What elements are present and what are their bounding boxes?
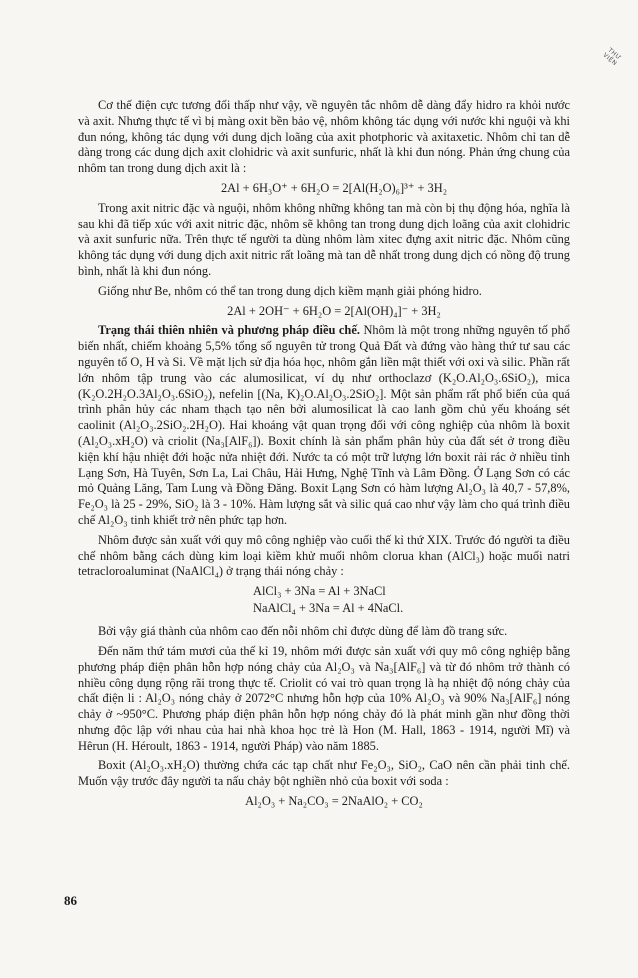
paragraph: Đến năm thứ tám mươi của thế kỉ 19, nhôm mới được sản xuất với quy mô công nghiệp bằng phương pháp điện phân hỗn hợp nóng chảy của Al₂O₃ và Na₃[AlF₆] và từ đó nhôm trở thành có nhiều công dụng rộng rãi trong thực tế. Criolit có vai trò quan trọng là hạ nhiệt độ nóng chảy của chất điện li : Al₂O₃ nóng chảy ở 2072°C nhưng hỗn hợp của 10% Al₂O₃ và 90% Na₃[AlF₆] nóng chảy ở ~950°C. Phương pháp điện phân hỗn hợp nóng chảy đó là phát minh gần như đồng thời nhưng độc lập với nhau của hai nhà khoa học trẻ là Hon (M. Hall, 1863 - 1914, người Mĩ) và Hêrun (H. Héroult, 1863 - 1914, người Pháp) vào năm 1885. bbox=[78, 643, 570, 753]
paragraph bbox=[78, 323, 570, 528]
equation: Al₂O₃ + Na₂CO₃ = 2NaAlO₂ + CO₂ bbox=[245, 794, 423, 809]
paragraph: Boxit (Al₂O₃.xH₂O) thường chứa các tạp chất như Fe₂O₃, SiO₂, CaO nên cần phải tinh chế. Muốn vậy trước đây người ta nấu chảy bột nghiền nhỏ của boxit với soda : bbox=[78, 758, 570, 789]
page-body bbox=[78, 98, 570, 814]
equation: 2Al + 6H₃O⁺ + 6H₂O = 2[Al(H₂O)₆]³⁺ + 3H₂ bbox=[220, 180, 448, 195]
page-number: 86 bbox=[64, 893, 77, 908]
library-stamp: THƯ VIỆN bbox=[601, 46, 623, 68]
paragraph: Trong axit nitric đặc và nguội, nhôm không những không tan mà còn bị thụ động hóa, nghĩa là sau khi đã tiếp xúc với axit nitric đặc, nhôm sẽ không tan trong dung dịch loãng của axit clohidric và axit sunfuric nữa. Trên thực tế người ta dùng nhôm làm xitec đựng axit nitric đặc. Nhôm cũng không tác dụng với dung dịch axit nitric rất loãng mà tan dễ nhất trong dung dịch có nồng độ trung bình, nhất là khi đun nóng. bbox=[78, 200, 570, 278]
section-title: Trạng thái thiên nhiên và phương pháp điều chế. bbox=[98, 323, 360, 338]
equation: NaAlCl₄ + 3Na = Al + 4NaCl. bbox=[253, 601, 404, 616]
paragraph-text: Nhôm là một trong những nguyên tố phổ biến nhất, chiếm khoảng 5,5% tổng số nguyên tử trong Quả Đất và đứng vào hàng thứ tư sau các nguyên tố O, H và Si. Về mặt lịch sử địa hóa học, nhôm gắn liền mật thiết với oxi và silic. Phần rất lớn nhôm tập trung vào các alumosilicat, ví dụ như orthoclazơ (K₂O.Al₂O₃.6SiO₂), mica (K₂O.2H₂O.3Al₂O₃.6SiO₂), nefelin [(Na, K)₂O.Al₂O₃.2SiO₂]. Một sản phẩm rất phổ biến của quá trình phân hủy các nham thạch tạo nên bởi alumosilicat là cao lanh gồm chủ yếu khoáng sét caolinit (Al₂O₃.2SiO₂.2H₂O). Hai khoáng vật quan trọng đối với công nghiệp của nhôm là boxit (Al₂O₃.xH₂O) và criolit (Na₃[AlF₆]). Boxit chính là sản phẩm phân hủy của đất sét ở trong điều kiện khí hậu nhiệt đới hoặc nửa nhiệt đới. Nước ta có một trữ lượng lớn boxit rải rác ở nhiều tỉnh Lạng Sơn, Hà Tuyên, Sơn La, Lai Châu, Hải Hưng, Nghệ Tĩnh và Lâm Đồng. Ở Lạng Sơn có các mỏ Quảng Lăng, Tam Lung và Đồng Đăng. Boxit Lạng Sơn có hàm lượng Al₂O₃ là 40,7 - 57,8%, Fe₂O₃ là 25 - 29%, SiO₂ là 3 - 10%. Hàm lượng sắt và silic quá cao như vậy làm cho quá trình điều chế Al₂O₃ tinh khiết trở nên phức tạp hơn. bbox=[78, 323, 570, 527]
paragraph: Bởi vậy giá thành của nhôm cao đến nỗi nhôm chỉ được dùng để làm đồ trang sức. bbox=[98, 624, 508, 639]
paragraph: Cơ thế điện cực tương đối thấp như vậy, về nguyên tắc nhôm dễ dàng đẩy hidro ra khỏi nước và axit. Nhưng thực tế vì bị màng oxit bền bảo vệ, nhôm không tác dụng với nước khi nguội và khi đun nóng, không tác dụng với dung dịch loãng của axit photphoric và axitaxetic. Nhôm chỉ tan dễ dàng trong các dung dịch axit clohidric và axit sunfuric, nhất là khi đun nóng. Phản ứng chung của nhôm tan trong dung dịch axit là : bbox=[78, 98, 570, 176]
paragraph: Giống như Be, nhôm có thể tan trong dung dịch kiềm mạnh giải phóng hidro. bbox=[98, 283, 482, 298]
paragraph: Nhôm được sản xuất với quy mô công nghiệp vào cuối thế kỉ thứ XIX. Trước đó người ta điều chế nhôm bằng cách dùng kim loại kiềm khử muối nhôm clorua khan (AlCl₃) hoặc muối natri tetracloroaluminat (NaAlCl₄) ở trạng thái nóng chảy : bbox=[78, 532, 570, 579]
equation: AlCl₃ + 3Na = Al + 3NaCl bbox=[253, 584, 386, 599]
equation-block bbox=[253, 584, 570, 618]
equation: 2Al + 2OH⁻ + 6H₂O = 2[Al(OH)₄]⁻ + 3H₂ bbox=[227, 303, 441, 318]
